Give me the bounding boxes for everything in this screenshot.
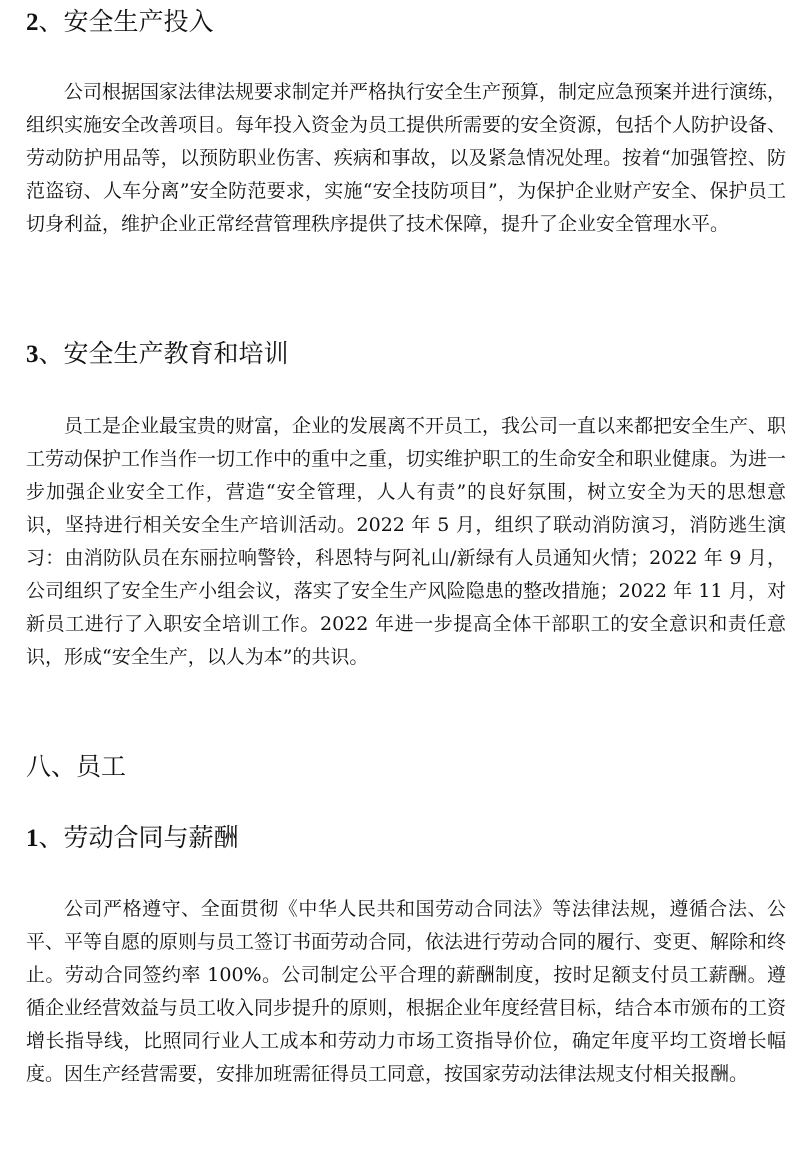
section-heading-safety-investment (26, 6, 214, 39)
heading-title: 、劳动合同与薪酬 (38, 823, 239, 852)
section-heading-safety-training (26, 338, 289, 371)
heading-title: 、安全生产教育和培训 (38, 339, 289, 368)
paragraph-safety-training: 员工是企业最宝贵的财富，企业的发展离不开员工，我公司一直以来都把安全生产、职工劳动保护工作当作一切工作中的重中之重，切实维护职工的生命安全和职业健康。为进一步加强企业安全工作，营造“安全管理，人人有责”的良好氛围，树立安全为天的思想意识，坚持进行相关安全生产培训活动。2022 年 5 月，组织了联动消防演习，消防逃生演习：由消防队员在东丽拉响警铃，科恩特与阿礼山/新绿有人员通知火情；2022 年 9 月，公司组织了安全生产小组会议，落实了安全生产风险隐患的整改措施；2022 年 11 月，对新员工进行了入职安全培训工作。2022 年进一步提高全体干部职工的安全意识和责任意识，形成“安全生产，以人为本”的共识。 (26, 415, 787, 668)
section-heading-labor-contract (26, 822, 239, 855)
chapter-heading-employees: 八、员工 (26, 752, 127, 781)
heading-title: 、安全生产投入 (38, 7, 214, 36)
heading-number: 1 (26, 825, 39, 852)
heading-number: 2 (26, 9, 39, 36)
paragraph-labor-contract: 公司严格遵守、全面贯彻《中华人民共和国劳动合同法》等法律法规，遵循合法、公平、平等自愿的原则与员工签订书面劳动合同，依法进行劳动合同的履行、变更、解除和终止。劳动合同签约率 100%。公司制定公平合理的薪酬制度，按时足额支付员工薪酬。遵循企业经营效益与员工收入同步提升的原则，根据企业年度经营目标，结合本市颁布的工资增长指导线，比照同行业人工成本和劳动力市场工资指导价位，确定年度平均工资增长幅度。因生产经营需要，安排加班需征得员工同意，按国家劳动法律法规支付相关报酬。 (26, 898, 787, 1085)
heading-number: 3 (26, 341, 39, 368)
paragraph-safety-investment: 公司根据国家法律法规要求制定并严格执行安全生产预算，制定应急预案并进行演练，组织实施安全改善项目。每年投入资金为员工提供所需要的安全资源，包括个人防护设备、劳动防护用品等，以预防职业伤害、疾病和事故，以及紧急情况处理。按着“加强管控、防范盗窃、人车分离”安全防范要求，实施“安全技防项目”，为保护企业财产安全、保护员工切身利益，维护企业正常经营管理秩序提供了技术保障，提升了企业安全管理水平。 (26, 81, 787, 235)
